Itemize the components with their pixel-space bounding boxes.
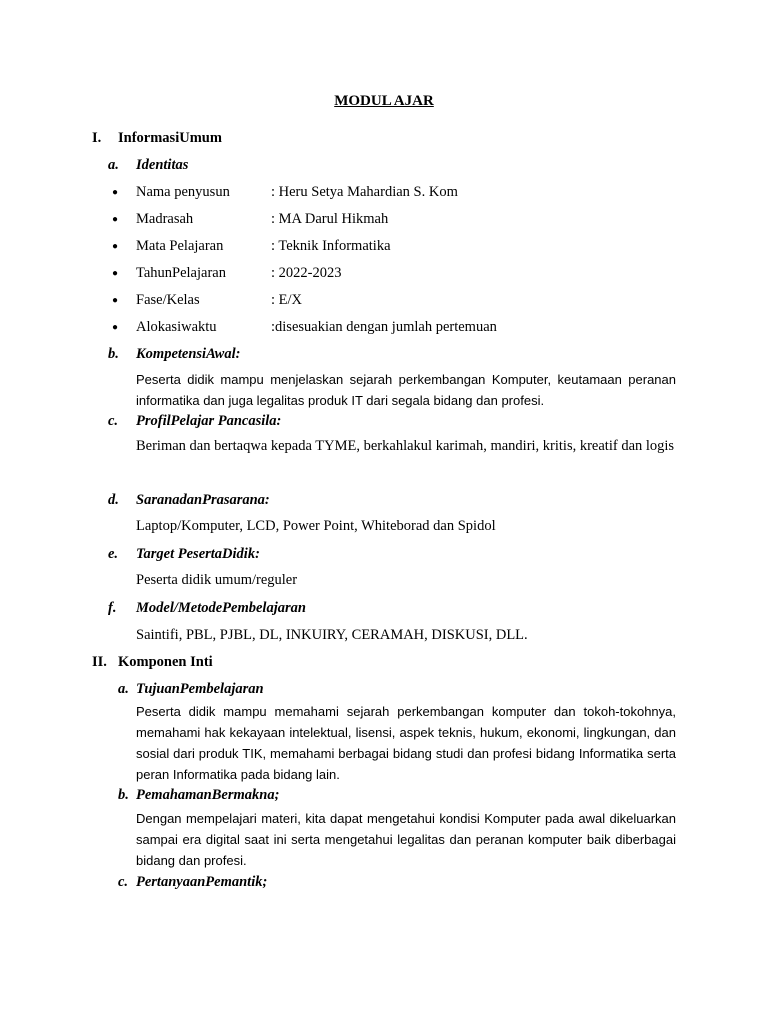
subsection-d-letter: d. — [108, 492, 119, 508]
subsection-target-peserta-title: Target PesertaDidik: — [136, 546, 260, 562]
target-peserta-text: Peserta didik umum/reguler — [136, 572, 298, 588]
subsection-2a-letter: a. — [118, 681, 129, 697]
subsection-kompetensi-awal-title: KompetensiAwal: — [136, 346, 241, 362]
subsection-profil-pelajar-title: ProfilPelajar Pancasila: — [136, 413, 282, 429]
identitas-value: : Heru Setya Mahardian S. Kom — [271, 184, 458, 200]
subsection-b-letter: b. — [108, 346, 119, 362]
identitas-label: Mata Pelajaran — [136, 238, 224, 254]
identitas-label: TahunPelajaran — [136, 265, 226, 281]
identitas-label: Madrasah — [136, 211, 194, 227]
bullet-icon: ● — [112, 268, 119, 279]
bullet-icon: ● — [112, 241, 119, 252]
identitas-label: Nama penyusun — [136, 184, 230, 200]
subsection-c-letter: c. — [108, 413, 119, 429]
subsection-e-letter: e. — [108, 546, 119, 562]
subsection-2c-letter: c. — [118, 874, 129, 890]
tujuan-pembelajaran-text: Peserta didik mampu memahami sejarah perkembangan komputer dan tokoh-tokohnya, memahami hak kekayaan intelektual, lisensi, aspek teknis, hukum, ekonomi, lingkungan, dan sosial dari produk TIK, memahami berbagai bidang studi dan profesi bidang Informatika serta peran Informatika pada bidang lain. — [136, 704, 676, 782]
section-1-number: I. — [92, 130, 102, 146]
model-metode-text: Saintifi, PBL, PJBL, DL, INKUIRY, CERAMAH, DISKUSI, DLL. — [136, 627, 528, 643]
identitas-value: : 2022-2023 — [271, 265, 342, 281]
subsection-pemahaman-title: PemahamanBermakna; — [136, 787, 280, 803]
kompetensi-awal-text: Peserta didik mampu menjelaskan sejarah perkembangan Komputer, keutamaan peranan informatika dan juga legalitas produk IT dari segala bidang dan profesi. — [136, 372, 676, 408]
subsection-2b-letter: b. — [118, 787, 129, 803]
section-1-title: InformasiUmum — [118, 130, 222, 146]
identitas-label: Alokasiwaktu — [136, 319, 217, 335]
subsection-identitas-title: Identitas — [136, 157, 189, 173]
subsection-tujuan-title: TujuanPembelajaran — [136, 681, 264, 697]
profil-pelajar-text: Beriman dan bertaqwa kepada TYME, berkahlakul karimah, mandiri, kritis, kreatif dan logis — [136, 438, 675, 454]
subsection-f-letter: f. — [108, 600, 117, 616]
bullet-icon: ● — [112, 295, 119, 306]
identitas-value: : MA Darul Hikmah — [271, 211, 389, 227]
identitas-value: :disesuakian dengan jumlah pertemuan — [271, 319, 497, 335]
sarana-text: Laptop/Komputer, LCD, Power Point, Whiteborad dan Spidol — [136, 518, 496, 534]
subsection-sarana-title: SaranadanPrasarana: — [136, 492, 270, 508]
bullet-icon: ● — [112, 322, 119, 333]
pemahaman-bermakna-text: Dengan mempelajari materi, kita dapat mengetahui kondisi Komputer pada awal dikeluarkan sampai era digital saat ini serta mengetahui legalitas dan peranan komputer baik diberbagai bidang dan profesi. — [136, 811, 676, 868]
bullet-icon: ● — [112, 187, 119, 198]
section-2-number: II. — [92, 654, 107, 670]
identitas-label: Fase/Kelas — [136, 292, 200, 308]
subsection-model-metode-title: Model/MetodePembelajaran — [136, 600, 306, 616]
subsection-pertanyaan-title: PertanyaanPemantik; — [136, 874, 268, 890]
document-title: MODUL AJAR — [334, 93, 434, 109]
subsection-a-letter: a. — [108, 157, 119, 173]
identitas-value: : Teknik Informatika — [271, 238, 391, 254]
identitas-value: : E/X — [271, 292, 303, 308]
bullet-icon: ● — [112, 214, 119, 225]
section-2-title: Komponen Inti — [118, 654, 213, 670]
